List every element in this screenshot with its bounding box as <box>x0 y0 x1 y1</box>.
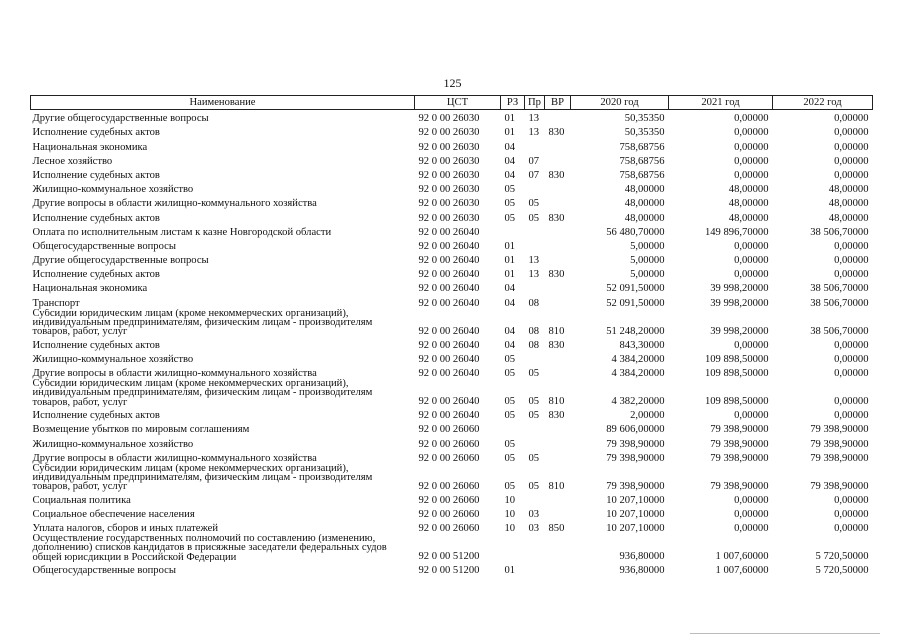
header-2021: 2021 год <box>669 96 773 110</box>
cell-name: Исполнение судебных актов <box>32 169 160 181</box>
cell-vr <box>545 138 571 152</box>
cell-2022: 0,00000 <box>834 353 869 365</box>
table-row <box>31 492 873 506</box>
table-row <box>31 266 873 280</box>
cell-vr <box>545 252 571 266</box>
cell-2022: 79 398,90000 <box>810 452 869 464</box>
table-row <box>31 238 873 252</box>
cell-vr <box>545 421 571 435</box>
cell-2020: 10 207,10000 <box>606 523 665 535</box>
cell-2022: 0,00000 <box>834 240 869 252</box>
cell-2021: 0,00000 <box>734 240 769 252</box>
cell-pr: 13 <box>528 255 540 267</box>
cell-cst: 92 0 00 26030 <box>418 141 480 153</box>
cell-2021: 0,00000 <box>734 494 769 506</box>
table-row <box>31 195 873 209</box>
cell-pr <box>525 534 545 562</box>
cell-2022: 0,00000 <box>834 395 869 407</box>
table-row <box>31 224 873 238</box>
cell-name: Национальная экономика <box>32 283 148 295</box>
cell-2021: 109 898,50000 <box>704 395 769 407</box>
cell-name: Возмещение убытков по мировым соглашениям <box>32 424 250 436</box>
cell-rz: 04 <box>504 325 516 337</box>
cell-2020: 843,30000 <box>619 339 665 351</box>
cell-pr <box>525 492 545 506</box>
cell-name: Исполнение судебных актов <box>32 212 160 224</box>
cell-cst: 92 0 00 26040 <box>418 395 480 407</box>
cell-pr <box>525 421 545 435</box>
cell-pr: 08 <box>528 297 540 309</box>
cell-2020: 79 398,90000 <box>606 452 665 464</box>
cell-name: Транспорт <box>32 297 80 309</box>
cell-2020: 758,68756 <box>619 169 665 181</box>
header-name: Наименование <box>31 96 415 110</box>
cell-rz: 10 <box>504 523 516 535</box>
table-row <box>31 209 873 223</box>
cell-2021: 39 998,20000 <box>710 297 769 309</box>
cell-vr <box>545 153 571 167</box>
cell-rz: 04 <box>504 155 516 167</box>
cell-rz: 01 <box>504 113 516 125</box>
header-vr: ВР <box>545 96 571 110</box>
cell-rz: 01 <box>504 255 516 267</box>
cell-2021: 39 998,20000 <box>710 325 769 337</box>
table-row <box>31 337 873 351</box>
table-header <box>31 96 873 110</box>
table-row <box>31 181 873 195</box>
cell-rz: 01 <box>504 565 516 577</box>
cell-cst: 92 0 00 51200 <box>418 565 480 577</box>
cell-2021: 0,00000 <box>734 155 769 167</box>
cell-pr <box>525 138 545 152</box>
cell-cst: 92 0 00 26060 <box>418 424 480 436</box>
cell-cst: 92 0 00 26030 <box>418 155 480 167</box>
cell-cst: 92 0 00 26030 <box>418 169 480 181</box>
cell-name: Осуществление государственных полномочий по составлению (изменению, дополнению) списков кандидатов в присяжные заседатели федеральных судов общей юрисдикции в Российской Федерации <box>32 534 387 563</box>
cell-rz: 04 <box>504 169 516 181</box>
cell-cst: 92 0 00 26030 <box>418 127 480 139</box>
cell-name: Другие вопросы в области жилищно-коммунального хозяйства <box>32 368 317 380</box>
cell-2020: 48,00000 <box>624 212 665 224</box>
table-row <box>31 534 873 562</box>
table-row <box>31 435 873 449</box>
cell-pr: 13 <box>528 269 540 281</box>
cell-cst: 92 0 00 26030 <box>418 184 480 196</box>
cell-2020: 79 398,90000 <box>606 438 665 450</box>
cell-2021: 0,00000 <box>734 410 769 422</box>
cell-pr <box>525 181 545 195</box>
cell-pr: 07 <box>528 155 540 167</box>
cell-2021: 0,00000 <box>734 127 769 139</box>
cell-cst: 92 0 00 26040 <box>418 368 480 380</box>
header-rz: РЗ <box>501 96 525 110</box>
cell-vr: 830 <box>548 212 565 224</box>
cell-vr: 830 <box>548 127 565 139</box>
cell-2021: 48,00000 <box>728 198 769 210</box>
cell-2020: 50,35350 <box>624 113 665 125</box>
cell-vr: 810 <box>548 325 565 337</box>
cell-vr: 830 <box>548 269 565 281</box>
table-row <box>31 379 873 407</box>
cell-2022: 79 398,90000 <box>810 480 869 492</box>
cell-name: Общегосударственные вопросы <box>32 240 176 252</box>
cell-2022: 0,00000 <box>834 269 869 281</box>
cell-pr: 05 <box>528 480 540 492</box>
cell-2021: 1 007,60000 <box>715 565 769 577</box>
cell-cst: 92 0 00 26030 <box>418 212 480 224</box>
cell-2020: 79 398,90000 <box>606 480 665 492</box>
cell-vr <box>545 450 571 464</box>
cell-2022: 0,00000 <box>834 155 869 167</box>
cell-2022: 0,00000 <box>834 141 869 153</box>
cell-2021: 0,00000 <box>734 169 769 181</box>
header-2022: 2022 год <box>773 96 873 110</box>
cell-rz: 05 <box>504 480 516 492</box>
table-row <box>31 110 873 125</box>
table-row <box>31 153 873 167</box>
cell-vr <box>545 351 571 365</box>
cell-2020: 10 207,10000 <box>606 494 665 506</box>
cell-2022: 38 506,70000 <box>810 297 869 309</box>
cell-rz: 05 <box>504 198 516 210</box>
cell-vr <box>545 110 571 125</box>
cell-pr: 05 <box>528 368 540 380</box>
cell-rz <box>501 224 525 238</box>
cell-2020: 4 384,20000 <box>611 368 665 380</box>
cell-cst: 92 0 00 26030 <box>418 113 480 125</box>
cell-2021: 0,00000 <box>734 141 769 153</box>
cell-cst: 92 0 00 26040 <box>418 226 480 238</box>
cell-pr <box>525 562 545 576</box>
cell-2022: 38 506,70000 <box>810 226 869 238</box>
cell-name: Другие вопросы в области жилищно-коммунального хозяйства <box>32 198 317 210</box>
cell-name: Жилищно-коммунальное хозяйство <box>32 438 194 450</box>
cell-2021: 39 998,20000 <box>710 283 769 295</box>
cell-rz: 05 <box>504 410 516 422</box>
table-row <box>31 464 873 492</box>
cell-2020: 51 248,20000 <box>606 325 665 337</box>
cell-2021: 48,00000 <box>728 212 769 224</box>
table-row <box>31 506 873 520</box>
cell-rz: 01 <box>504 269 516 281</box>
cell-2021: 0,00000 <box>734 508 769 520</box>
cell-name: Лесное хозяйство <box>32 155 113 167</box>
cell-rz: 05 <box>504 452 516 464</box>
cell-2022: 0,00000 <box>834 127 869 139</box>
cell-name: Оплата по исполнительным листам к казне Новгородской области <box>32 226 332 238</box>
cell-name: Национальная экономика <box>32 141 148 153</box>
cell-rz: 04 <box>504 283 516 295</box>
cell-vr <box>545 534 571 562</box>
cell-name: Общегосударственные вопросы <box>32 565 176 577</box>
cell-name: Жилищно-коммунальное хозяйство <box>32 184 194 196</box>
cell-rz: 01 <box>504 127 516 139</box>
cell-2020: 48,00000 <box>624 184 665 196</box>
cell-2021: 0,00000 <box>734 255 769 267</box>
cell-2022: 0,00000 <box>834 169 869 181</box>
cell-2021: 79 398,90000 <box>710 452 769 464</box>
table-row <box>31 309 873 337</box>
cell-pr <box>525 238 545 252</box>
table-row <box>31 167 873 181</box>
cell-2022: 38 506,70000 <box>810 283 869 295</box>
cell-pr: 13 <box>528 113 540 125</box>
cell-2022: 38 506,70000 <box>810 325 869 337</box>
cell-name: Исполнение судебных актов <box>32 127 160 139</box>
cell-vr: 830 <box>548 410 565 422</box>
cell-vr <box>545 294 571 308</box>
table-row <box>31 351 873 365</box>
cell-cst: 92 0 00 51200 <box>418 551 480 563</box>
cell-pr: 05 <box>528 410 540 422</box>
cell-rz: 04 <box>504 141 516 153</box>
cell-pr: 05 <box>528 395 540 407</box>
table-row <box>31 520 873 534</box>
cell-pr: 03 <box>528 523 540 535</box>
cell-2022: 79 398,90000 <box>810 424 869 436</box>
cell-2021: 48,00000 <box>728 184 769 196</box>
cell-pr <box>525 224 545 238</box>
cell-2021: 1 007,60000 <box>715 551 769 563</box>
cell-2021: 0,00000 <box>734 339 769 351</box>
cell-rz: 05 <box>504 438 516 450</box>
cell-vr <box>545 506 571 520</box>
cell-pr: 05 <box>528 198 540 210</box>
cell-rz: 05 <box>504 368 516 380</box>
table-row <box>31 365 873 379</box>
table-row <box>31 138 873 152</box>
cell-2022: 48,00000 <box>828 184 869 196</box>
cell-2022: 48,00000 <box>828 198 869 210</box>
cell-2022: 0,00000 <box>834 255 869 267</box>
cell-2020: 5,00000 <box>630 255 665 267</box>
cell-name: Другие общегосударственные вопросы <box>32 255 209 267</box>
cell-2020: 50,35350 <box>624 127 665 139</box>
cell-2021: 0,00000 <box>734 523 769 535</box>
cell-vr <box>545 365 571 379</box>
cell-pr <box>525 435 545 449</box>
cell-vr <box>545 562 571 576</box>
cell-name: Другие общегосударственные вопросы <box>32 113 209 125</box>
cell-vr: 830 <box>548 169 565 181</box>
cell-2020: 56 480,70000 <box>606 226 665 238</box>
cell-2020: 48,00000 <box>624 198 665 210</box>
cell-cst: 92 0 00 26040 <box>418 269 480 281</box>
cell-2020: 52 091,50000 <box>606 297 665 309</box>
cell-name: Субсидии юридическим лицам (кроме некоммерческих организаций), индивидуальным предпринимателям, физическим лицам - производителям товаров, работ, услуг <box>32 379 373 407</box>
cell-vr <box>545 492 571 506</box>
cell-name: Исполнение судебных актов <box>32 410 160 422</box>
cell-rz: 04 <box>504 297 516 309</box>
cell-cst: 92 0 00 26060 <box>418 523 480 535</box>
cell-rz: 05 <box>504 395 516 407</box>
cell-pr: 05 <box>528 452 540 464</box>
cell-rz: 04 <box>504 339 516 351</box>
cell-2021: 0,00000 <box>734 113 769 125</box>
cell-2021: 79 398,90000 <box>710 438 769 450</box>
cell-cst: 92 0 00 26060 <box>418 508 480 520</box>
cell-vr <box>545 224 571 238</box>
cell-vr <box>545 435 571 449</box>
cell-2022: 5 720,50000 <box>815 551 869 563</box>
cell-vr <box>545 195 571 209</box>
cell-2022: 0,00000 <box>834 494 869 506</box>
cell-cst: 92 0 00 26060 <box>418 494 480 506</box>
header-2020: 2020 год <box>571 96 669 110</box>
cell-2021: 109 898,50000 <box>704 368 769 380</box>
table-body <box>31 110 873 577</box>
cell-name: Жилищно-коммунальное хозяйство <box>32 353 194 365</box>
cell-2020: 5,00000 <box>630 269 665 281</box>
cell-2020: 936,80000 <box>619 551 665 563</box>
cell-pr: 08 <box>528 339 540 351</box>
page-number: 125 <box>443 76 462 90</box>
cell-2020: 936,80000 <box>619 565 665 577</box>
cell-2022: 0,00000 <box>834 339 869 351</box>
cell-2022: 0,00000 <box>834 368 869 380</box>
cell-name: Субсидии юридическим лицам (кроме некоммерческих организаций), индивидуальным предпринимателям, физическим лицам - производителям товаров, работ, услуг <box>32 463 373 492</box>
cell-2021: 149 896,70000 <box>704 226 769 238</box>
cell-pr <box>525 351 545 365</box>
table-row <box>31 407 873 421</box>
cell-cst: 92 0 00 26040 <box>418 325 480 337</box>
cell-rz <box>501 421 525 435</box>
cell-cst: 92 0 00 26060 <box>418 438 480 450</box>
table-row <box>31 124 873 138</box>
cell-name: Социальное обеспечение населения <box>32 508 195 520</box>
cell-2021: 109 898,50000 <box>704 353 769 365</box>
cell-2020: 5,00000 <box>630 240 665 252</box>
cell-cst: 92 0 00 26040 <box>418 410 480 422</box>
cell-rz: 10 <box>504 508 516 520</box>
cell-pr: 07 <box>528 169 540 181</box>
header-row <box>31 96 873 110</box>
cell-name: Другие вопросы в области жилищно-коммунального хозяйства <box>32 452 317 464</box>
cell-vr: 810 <box>548 480 565 492</box>
cell-2022: 0,00000 <box>834 523 869 535</box>
cell-name: Исполнение судебных актов <box>32 339 160 351</box>
header-pr: Пр <box>525 96 545 110</box>
cell-2022: 5 720,50000 <box>815 565 869 577</box>
table-row <box>31 294 873 308</box>
cell-2020: 758,68756 <box>619 141 665 153</box>
cell-cst: 92 0 00 26040 <box>418 283 480 295</box>
cell-cst: 92 0 00 26040 <box>418 353 480 365</box>
cell-pr: 03 <box>528 508 540 520</box>
cell-name: Исполнение судебных актов <box>32 269 160 281</box>
cell-rz: 01 <box>504 240 516 252</box>
budget-table <box>30 95 873 576</box>
cell-cst: 92 0 00 26060 <box>418 452 480 464</box>
cell-rz: 05 <box>504 353 516 365</box>
cell-cst: 92 0 00 26040 <box>418 255 480 267</box>
cell-rz <box>501 534 525 562</box>
cell-pr <box>525 280 545 294</box>
table-row <box>31 252 873 266</box>
cell-cst: 92 0 00 26040 <box>418 297 480 309</box>
scan-edge-line <box>690 633 880 634</box>
cell-rz: 05 <box>504 212 516 224</box>
table-row <box>31 562 873 576</box>
cell-2022: 48,00000 <box>828 212 869 224</box>
cell-cst: 92 0 00 26030 <box>418 198 480 210</box>
cell-2022: 0,00000 <box>834 113 869 125</box>
cell-rz: 10 <box>504 494 516 506</box>
table-row <box>31 450 873 464</box>
table-row <box>31 421 873 435</box>
cell-cst: 92 0 00 26040 <box>418 339 480 351</box>
header-cst: ЦСТ <box>415 96 501 110</box>
cell-2020: 52 091,50000 <box>606 283 665 295</box>
cell-vr <box>545 181 571 195</box>
cell-2020: 4 384,20000 <box>611 353 665 365</box>
cell-2021: 0,00000 <box>734 269 769 281</box>
cell-2020: 2,00000 <box>630 410 665 422</box>
cell-rz: 05 <box>504 184 516 196</box>
cell-2021: 79 398,90000 <box>710 424 769 436</box>
cell-2020: 758,68756 <box>619 155 665 167</box>
cell-pr: 08 <box>528 325 540 337</box>
cell-name: Социальная политика <box>32 494 131 506</box>
cell-2022: 0,00000 <box>834 410 869 422</box>
cell-cst: 92 0 00 26040 <box>418 240 480 252</box>
cell-vr <box>545 238 571 252</box>
table-row <box>31 280 873 294</box>
cell-name: Уплата налогов, сборов и иных платежей <box>32 523 219 535</box>
cell-2020: 4 382,20000 <box>611 395 665 407</box>
cell-vr: 830 <box>548 339 565 351</box>
cell-vr <box>545 280 571 294</box>
cell-2020: 10 207,10000 <box>606 508 665 520</box>
cell-pr: 05 <box>528 212 540 224</box>
cell-2022: 0,00000 <box>834 508 869 520</box>
cell-cst: 92 0 00 26060 <box>418 480 480 492</box>
cell-2021: 79 398,90000 <box>710 480 769 492</box>
cell-2020: 89 606,00000 <box>606 424 665 436</box>
cell-pr: 13 <box>528 127 540 139</box>
cell-name: Субсидии юридическим лицам (кроме некоммерческих организаций), индивидуальным предпринимателям, физическим лицам - производителям товаров, работ, услуг <box>32 308 373 337</box>
cell-vr: 810 <box>548 395 565 407</box>
cell-2022: 79 398,90000 <box>810 438 869 450</box>
cell-vr: 850 <box>548 523 565 535</box>
